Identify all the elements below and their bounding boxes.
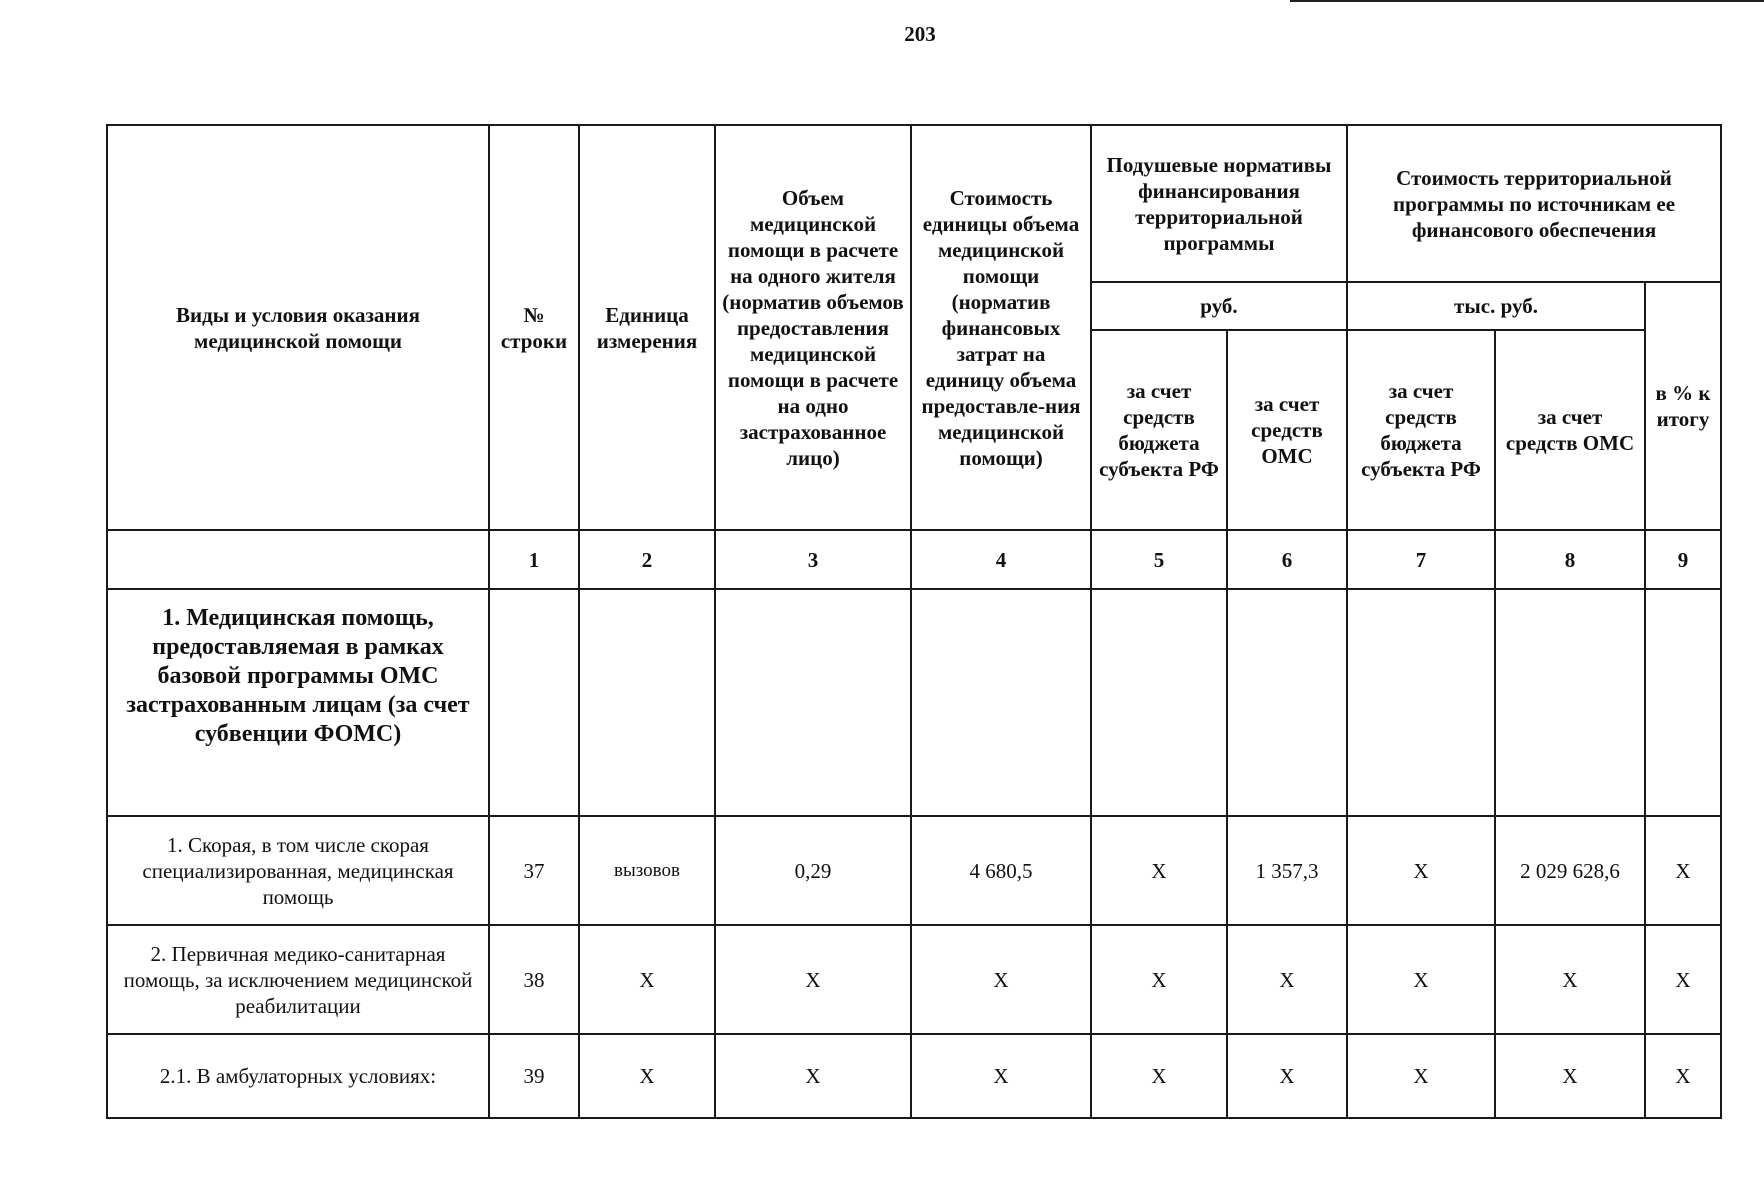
row-volume: 0,29 xyxy=(715,816,911,925)
column-number: 6 xyxy=(1227,530,1347,589)
column-number: 4 xyxy=(911,530,1091,589)
row-volume: Х xyxy=(715,1034,911,1118)
header-cost-oms: за счет средств ОМС xyxy=(1495,330,1645,530)
header-row-1 xyxy=(107,125,1721,282)
column-number: 9 xyxy=(1645,530,1721,589)
row-pc-oms: 1 357,3 xyxy=(1227,816,1347,925)
row-cost-oms: 2 029 628,6 xyxy=(1495,816,1645,925)
row-name: 1. Скорая, в том числе скорая специализированная, медицинская помощь xyxy=(107,816,489,925)
column-number: 1 xyxy=(489,530,579,589)
row-name: 2. Первичная медико-санитарная помощь, за исключением медицинской реабилитации xyxy=(107,925,489,1034)
section-row xyxy=(107,589,1721,816)
header-percent: в % к итогу xyxy=(1645,282,1721,530)
table-row xyxy=(107,925,1721,1034)
header-kinds: Виды и условия оказания медицинской помощи xyxy=(107,125,489,530)
column-number: 5 xyxy=(1091,530,1227,589)
empty-cell xyxy=(1091,589,1227,816)
empty-cell xyxy=(911,589,1091,816)
header-pc-oms: за счет средств ОМС xyxy=(1227,330,1347,530)
empty-cell xyxy=(579,589,715,816)
column-number: 7 xyxy=(1347,530,1495,589)
top-rule xyxy=(1290,0,1764,2)
row-pc-oms: Х xyxy=(1227,925,1347,1034)
empty-cell xyxy=(1645,589,1721,816)
row-line: 38 xyxy=(489,925,579,1034)
row-percent: Х xyxy=(1645,1034,1721,1118)
header-pc-budget: за счет средств бюджета субъекта РФ xyxy=(1091,330,1227,530)
row-cost-oms: Х xyxy=(1495,1034,1645,1118)
row-pc-budget: Х xyxy=(1091,1034,1227,1118)
row-cost-oms: Х xyxy=(1495,925,1645,1034)
row-percent: Х xyxy=(1645,816,1721,925)
header-percapita-group: Подушевые нормативы финансирования территориальной программы xyxy=(1091,125,1347,282)
row-percent: Х xyxy=(1645,925,1721,1034)
row-unit: вызовов xyxy=(579,816,715,925)
table-row xyxy=(107,816,1721,925)
header-cost-group: Стоимость территориальной программы по источникам ее финансового обеспечения xyxy=(1347,125,1721,282)
empty-cell xyxy=(1227,589,1347,816)
row-cost-budget: Х xyxy=(1347,1034,1495,1118)
row-pc-budget: Х xyxy=(1091,925,1227,1034)
page-number: 203 xyxy=(904,22,936,46)
empty-cell xyxy=(489,589,579,816)
column-number: 8 xyxy=(1495,530,1645,589)
column-number: 3 xyxy=(715,530,911,589)
column-numbers-row xyxy=(107,530,1721,589)
row-unit-cost: Х xyxy=(911,925,1091,1034)
header-line-no: № строки xyxy=(489,125,579,530)
header-cost-budget: за счет средств бюджета субъекта РФ xyxy=(1347,330,1495,530)
row-pc-oms: Х xyxy=(1227,1034,1347,1118)
header-volume: Объем медицинской помощи в расчете на одного жителя (норматив объемов предоставления медицинской помощи в расчете на одно застрахованное лицо) xyxy=(715,125,911,530)
row-pc-budget: Х xyxy=(1091,816,1227,925)
section-title: 1. Медицинская помощь, предоставляемая в рамках базовой программы ОМС застрахованным лицам (за счет субвенции ФОМС) xyxy=(107,589,489,816)
row-unit: Х xyxy=(579,1034,715,1118)
empty-cell xyxy=(1347,589,1495,816)
row-unit-cost: 4 680,5 xyxy=(911,816,1091,925)
column-number xyxy=(107,530,489,589)
header-unit: Единица измерения xyxy=(579,125,715,530)
row-volume: Х xyxy=(715,925,911,1034)
financing-table xyxy=(106,124,1722,1119)
row-line: 39 xyxy=(489,1034,579,1118)
row-unit-cost: Х xyxy=(911,1034,1091,1118)
empty-cell xyxy=(715,589,911,816)
header-unit-cost: Стоимость единицы объема медицинской помощи (норматив финансовых затрат на единицу объема предоставле-ния медицинской помощи) xyxy=(911,125,1091,530)
row-cost-budget: Х xyxy=(1347,925,1495,1034)
row-unit: Х xyxy=(579,925,715,1034)
table-row xyxy=(107,1034,1721,1118)
column-number: 2 xyxy=(579,530,715,589)
row-name: 2.1. В амбулаторных условиях: xyxy=(107,1034,489,1118)
row-cost-budget: Х xyxy=(1347,816,1495,925)
header-thous-rub: тыс. руб. xyxy=(1347,282,1645,330)
row-line: 37 xyxy=(489,816,579,925)
header-rub: руб. xyxy=(1091,282,1347,330)
empty-cell xyxy=(1495,589,1645,816)
